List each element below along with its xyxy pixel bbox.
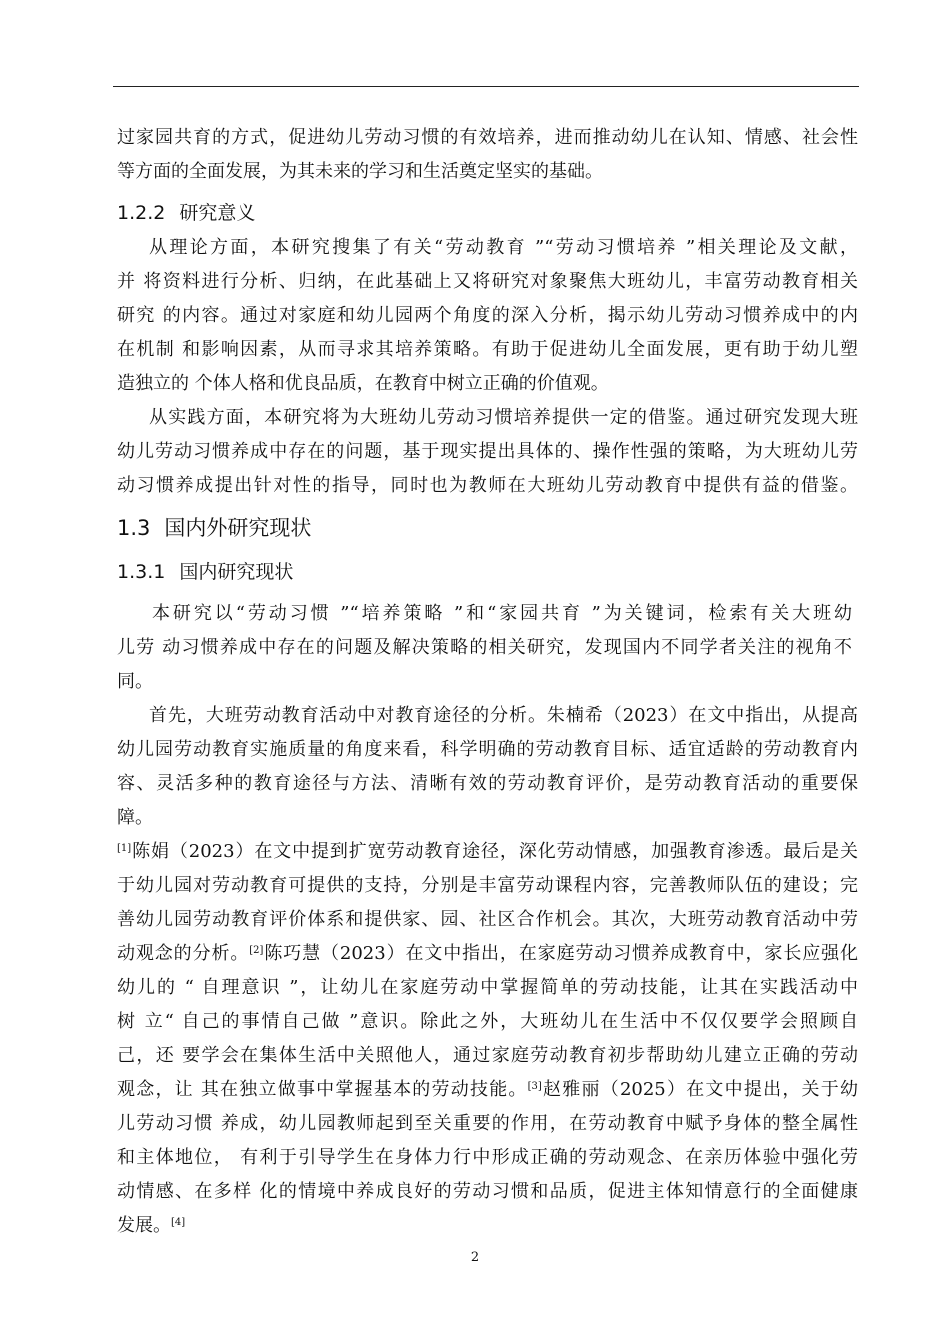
- section-number: 1.3: [117, 516, 151, 540]
- paragraph-line: 动情感、在多样 化的情境中养成良好的劳动习惯和品质，促进主体知情意行的全面健康: [117, 1181, 858, 1202]
- paragraph-line: 从实践方面，本研究将为大班幼儿劳动习惯培养提供一定的借鉴。通过研究发现大班: [149, 407, 858, 428]
- paragraph-line: 障。: [117, 807, 153, 828]
- citation-ref: [1]: [117, 843, 132, 854]
- paragraph-line: [117, 943, 858, 965]
- paragraph-line: 造独立的 个体人格和优良品质，在教育中树立正确的价值观。: [117, 373, 609, 394]
- paragraph-text: 陈巧慧（2023）在文中指出，在家庭劳动习惯养成教育中，家长应强化: [263, 943, 858, 964]
- paragraph-text: 陈娟（2023）在文中提到扩宽劳动教育途径，深化劳动情感，加强教育渗透。最后是关: [131, 841, 858, 862]
- paragraph-line: 动习惯养成提出针对性的指导，同时也为教师在大班幼儿劳动教育中提供有益的借鉴。: [117, 475, 858, 496]
- paragraph-line: 等方面的全面发展，为其未来的学习和生活奠定坚实的基础。: [117, 161, 603, 182]
- citation-ref: [3]: [527, 1081, 542, 1092]
- header-rule: [113, 86, 859, 87]
- paragraph-line: 首先，大班劳动教育活动中对教育途径的分析。朱楠希（2023）在文中指出，从提高: [149, 705, 858, 726]
- paragraph-line: 过家园共育的方式，促进幼儿劳动习惯的有效培养，进而推动幼儿在认知、情感、社会性: [117, 127, 858, 148]
- paragraph-line: [117, 841, 858, 863]
- paragraph-line: 本研究以“劳动习惯 ”“培养策略 ”和“家园共育 ”为关键词，检索有关大班幼: [152, 603, 852, 624]
- paragraph-line: 容、灵活多种的教育途径与方法、清晰有效的劳动教育评价，是劳动教育活动的重要保: [117, 773, 858, 794]
- paragraph-line: 幼儿劳动习惯养成中存在的问题，基于现实提出具体的、操作性强的策略，为大班幼儿劳: [117, 441, 858, 462]
- paragraph-text: 观念，让 其在独立做事中掌握基本的劳动技能。: [117, 1079, 528, 1100]
- paragraph-line: 并 将资料进行分析、归纳，在此基础上又将研究对象聚焦大班幼儿，丰富劳动教育相关: [117, 271, 858, 292]
- paragraph-line: 儿劳动习惯 养成，幼儿园教师起到至关重要的作用，在劳动教育中赋予身体的整全属性: [117, 1113, 858, 1134]
- paragraph-line: 于幼儿园对劳动教育可提供的支持，分别是丰富劳动课程内容，完善教师队伍的建设；完: [117, 875, 858, 896]
- paragraph-line: [117, 1079, 858, 1101]
- paragraph-line: [117, 1215, 185, 1237]
- paragraph-line: 同。: [117, 671, 153, 692]
- paragraph-line: 从理论方面，本研究搜集了有关“劳动教育 ”“劳动习惯培养 ”相关理论及文献，: [149, 237, 858, 258]
- paragraph-line: 在机制 和影响因素，从而寻求其培养策略。有助于促进幼儿全面发展，更有助于幼儿塑: [117, 339, 858, 360]
- paragraph-line: 幼儿园劳动教育实施质量的角度来看，科学明确的劳动教育目标、适宜适龄的劳动教育内: [117, 739, 858, 760]
- citation-ref: [2]: [249, 945, 264, 956]
- paragraph-line: 和主体地位， 有利于引导学生在身体力行中形成正确的劳动观念、在亲历体验中强化劳: [117, 1147, 858, 1168]
- section-title: 研究意义: [179, 202, 256, 224]
- paragraph-text: 发展。: [117, 1215, 171, 1236]
- paragraph-line: 善幼儿园劳动教育评价体系和提供家、园、社区合作机会。其次，大班劳动教育活动中劳: [117, 909, 858, 930]
- paragraph-line: 己，还 要学会在集体生活中关照他人，通过家庭劳动教育初步帮助幼儿建立正确的劳动: [117, 1045, 858, 1066]
- page-number: 2: [470, 1250, 480, 1265]
- section-heading-1-3: [117, 512, 311, 542]
- section-heading-1-3-1: [117, 557, 293, 584]
- section-number: 1.2.2: [117, 202, 166, 224]
- section-title: 国内外研究现状: [164, 516, 312, 540]
- paragraph-line: 研究 的内容。通过对家庭和幼儿园两个角度的深入分析，揭示幼儿劳动习惯养成中的内: [117, 305, 858, 326]
- section-heading-1-2-2: [117, 198, 255, 225]
- paragraph-line: 儿劳 动习惯养成中存在的问题及解决策略的相关研究，发现国内不同学者关注的视角不: [117, 637, 852, 658]
- section-title: 国内研究现状: [179, 561, 294, 583]
- paragraph-text: 动观念的分析。: [117, 943, 250, 964]
- paragraph-text: 赵雅丽（2025）在文中提出，关于幼: [541, 1079, 858, 1100]
- section-number: 1.3.1: [117, 561, 166, 583]
- citation-ref: [4]: [171, 1217, 186, 1228]
- paragraph-line: 幼儿的 “ 自理意识 ”，让幼儿在家庭劳动中掌握简单的劳动技能，让其在实践活动中: [117, 977, 858, 998]
- paragraph-line: 树 立“ 自己的事情自己做 ”意识。除此之外，大班幼儿在生活中不仅仅要学会照顾自: [117, 1011, 858, 1032]
